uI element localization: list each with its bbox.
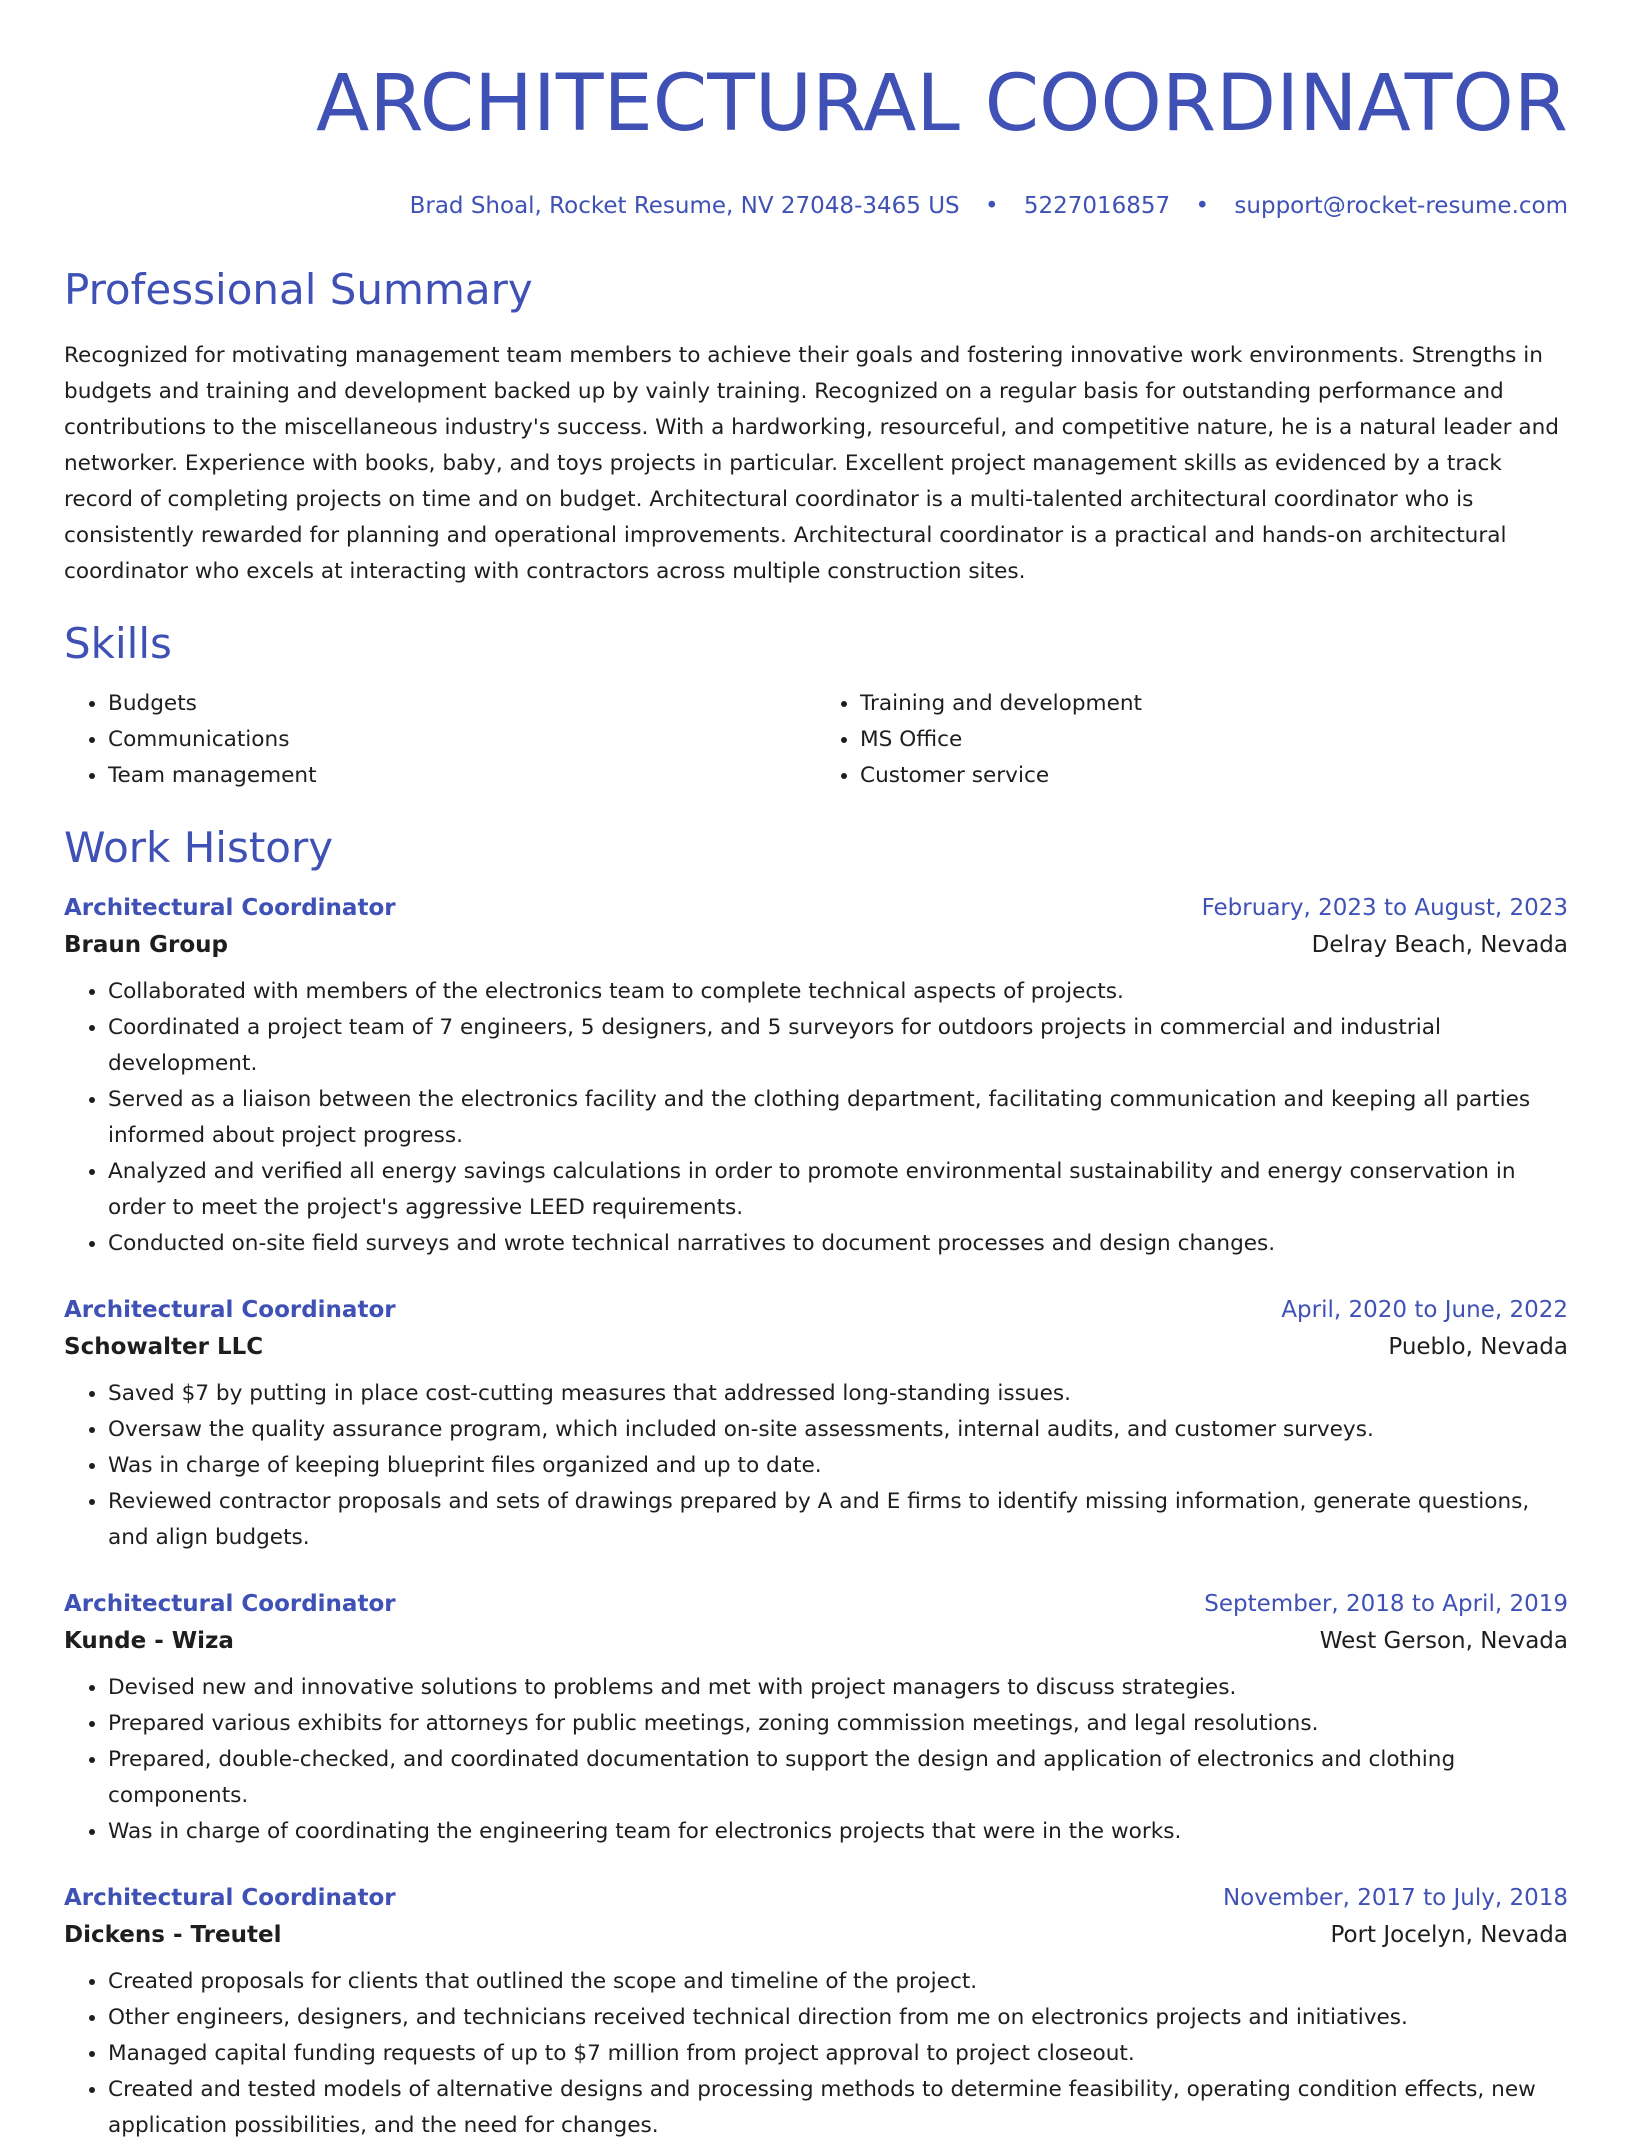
skill-item: • Team management [108, 758, 816, 794]
job-dates: November, 2017 to July, 2018 [1222, 1885, 1568, 1911]
job-company: Dickens - Treutel [64, 1922, 282, 1948]
contact-phone: 5227016857 [1023, 193, 1171, 219]
job-title: Architectural Coordinator [64, 895, 396, 921]
job-header [64, 1880, 1568, 1916]
job-location: Delray Beach, Nevada [1311, 932, 1568, 958]
job-bullet: • Created and tested models of alternative designs and processing methods to determine feasibility, operating condition effects, new application possibilities, and the need for changes. [108, 2072, 1568, 2144]
job-bullet: • Other engineers, designers, and technicians received technical direction from me on electronics projects and initiatives. [108, 2000, 1568, 2036]
job-title: Architectural Coordinator [64, 1885, 396, 1911]
section-heading-skills: Skills [64, 619, 172, 668]
job-title: Architectural Coordinator [64, 1591, 396, 1617]
skills-grid [64, 686, 1568, 794]
skill-item: • Training and development [860, 686, 1568, 722]
skills-section [64, 616, 1568, 794]
job-dates: September, 2018 to April, 2019 [1204, 1591, 1568, 1617]
job-bullet: • Devised new and innovative solutions to problems and met with project managers to discuss strategies. [108, 1670, 1568, 1706]
job-employer-row [64, 1916, 1568, 1954]
job-bullet: • Was in charge of coordinating the engineering team for electronics projects that were in the works. [108, 1814, 1568, 1850]
contact-address: Brad Shoal, Rocket Resume, NV 27048-3465 US [409, 193, 960, 219]
job-bullet: • Coordinated a project team of 7 engineers, 5 designers, and 5 surveyors for outdoors projects in commercial and industrial development. [108, 1010, 1568, 1082]
job-header [64, 1292, 1568, 1328]
skill-item: • Communications [108, 722, 816, 758]
job-title: Architectural Coordinator [64, 1297, 396, 1323]
job-company: Kunde - Wiza [64, 1628, 234, 1654]
job-bullet: • Oversaw the quality assurance program, which included on-site assessments, internal audits, and customer surveys. [108, 1412, 1568, 1448]
skill-item: • Budgets [108, 686, 816, 722]
job-bullet: • Conducted on-site field surveys and wrote technical narratives to document processes and design changes. [108, 1226, 1568, 1262]
job-location: West Gerson, Nevada [1319, 1628, 1568, 1654]
job-dates: April, 2020 to June, 2022 [1281, 1297, 1568, 1323]
job-bullets [64, 1376, 1568, 1556]
skill-item: • Customer service [860, 758, 1568, 794]
job-employer-row [64, 1328, 1568, 1366]
contact-line [64, 190, 1568, 222]
section-heading-work-history: Work History [64, 823, 334, 872]
job-bullet: • Managed capital funding requests of up to $7 million from project approval to project closeout. [108, 2036, 1568, 2072]
job-company: Braun Group [64, 932, 229, 958]
contact-separator: • [984, 193, 999, 219]
skill-item: • MS Office [860, 722, 1568, 758]
skills-list-left [64, 686, 816, 794]
job-employer-row [64, 926, 1568, 964]
job-bullet: • Analyzed and verified all energy savings calculations in order to promote environmental sustainability and energy conservation in order to meet the project's aggressive LEED requirements. [108, 1154, 1568, 1226]
job-location: Port Jocelyn, Nevada [1330, 1922, 1568, 1948]
job-header [64, 1586, 1568, 1622]
job-entry [64, 1292, 1568, 1556]
job-bullet: • Prepared various exhibits for attorneys for public meetings, zoning commission meetings, and legal resolutions. [108, 1706, 1568, 1742]
job-entry [64, 1586, 1568, 1850]
job-employer-row [64, 1622, 1568, 1660]
professional-summary-section [64, 262, 1568, 590]
job-bullet: • Saved $7 by putting in place cost-cutting measures that addressed long-standing issues. [108, 1376, 1568, 1412]
job-dates: February, 2023 to August, 2023 [1201, 895, 1568, 921]
job-bullets [64, 1964, 1568, 2144]
section-heading-summary: Professional Summary [64, 265, 533, 314]
contact-separator: • [1195, 193, 1210, 219]
job-entry [64, 1880, 1568, 2144]
skills-list-right [816, 686, 1568, 794]
job-bullet: • Was in charge of keeping blueprint files organized and up to date. [108, 1448, 1568, 1484]
resume-title: ARCHITECTURAL COORDINATOR [316, 59, 1568, 149]
job-bullets [64, 1670, 1568, 1850]
work-history-section [64, 820, 1568, 2144]
job-company: Schowalter LLC [64, 1334, 264, 1360]
job-bullet: • Prepared, double-checked, and coordinated documentation to support the design and application of electronics and clothing components. [108, 1742, 1568, 1814]
job-header [64, 890, 1568, 926]
contact-email[interactable]: support@rocket-resume.com [1234, 193, 1568, 219]
resume-page [64, 0, 1568, 2144]
job-bullet: • Collaborated with members of the electronics team to complete technical aspects of projects. [108, 974, 1568, 1010]
summary-paragraph: Recognized for motivating management team members to achieve their goals and fostering innovative work environments. Strengths in budgets and training and development backed up by vainly training. Recognized on a regular basis for outstanding performance and contributions to the miscellaneous industry's success. With a hardworking, resourceful, and competitive nature, he is a natural leader and networker. Experience with books, baby, and toys projects in particular. Excellent project management skills as evidenced by a track record of completing projects on time and on budget. Architectural coordinator is a multi-talented architectural coordinator who is consistently rewarded for planning and operational improvements. Architectural coordinator is a practical and hands-on architectural coordinator who excels at interacting with contractors across multiple construction sites. [64, 343, 1559, 584]
job-bullets [64, 974, 1568, 1262]
job-bullet: • Served as a liaison between the electronics facility and the clothing department, facilitating communication and keeping all parties informed about project progress. [108, 1082, 1568, 1154]
job-bullet: • Created proposals for clients that outlined the scope and timeline of the project. [108, 1964, 1568, 2000]
job-bullet: • Reviewed contractor proposals and sets of drawings prepared by A and E firms to identify missing information, generate questions, and align budgets. [108, 1484, 1568, 1556]
job-location: Pueblo, Nevada [1388, 1334, 1568, 1360]
job-entry [64, 890, 1568, 1262]
